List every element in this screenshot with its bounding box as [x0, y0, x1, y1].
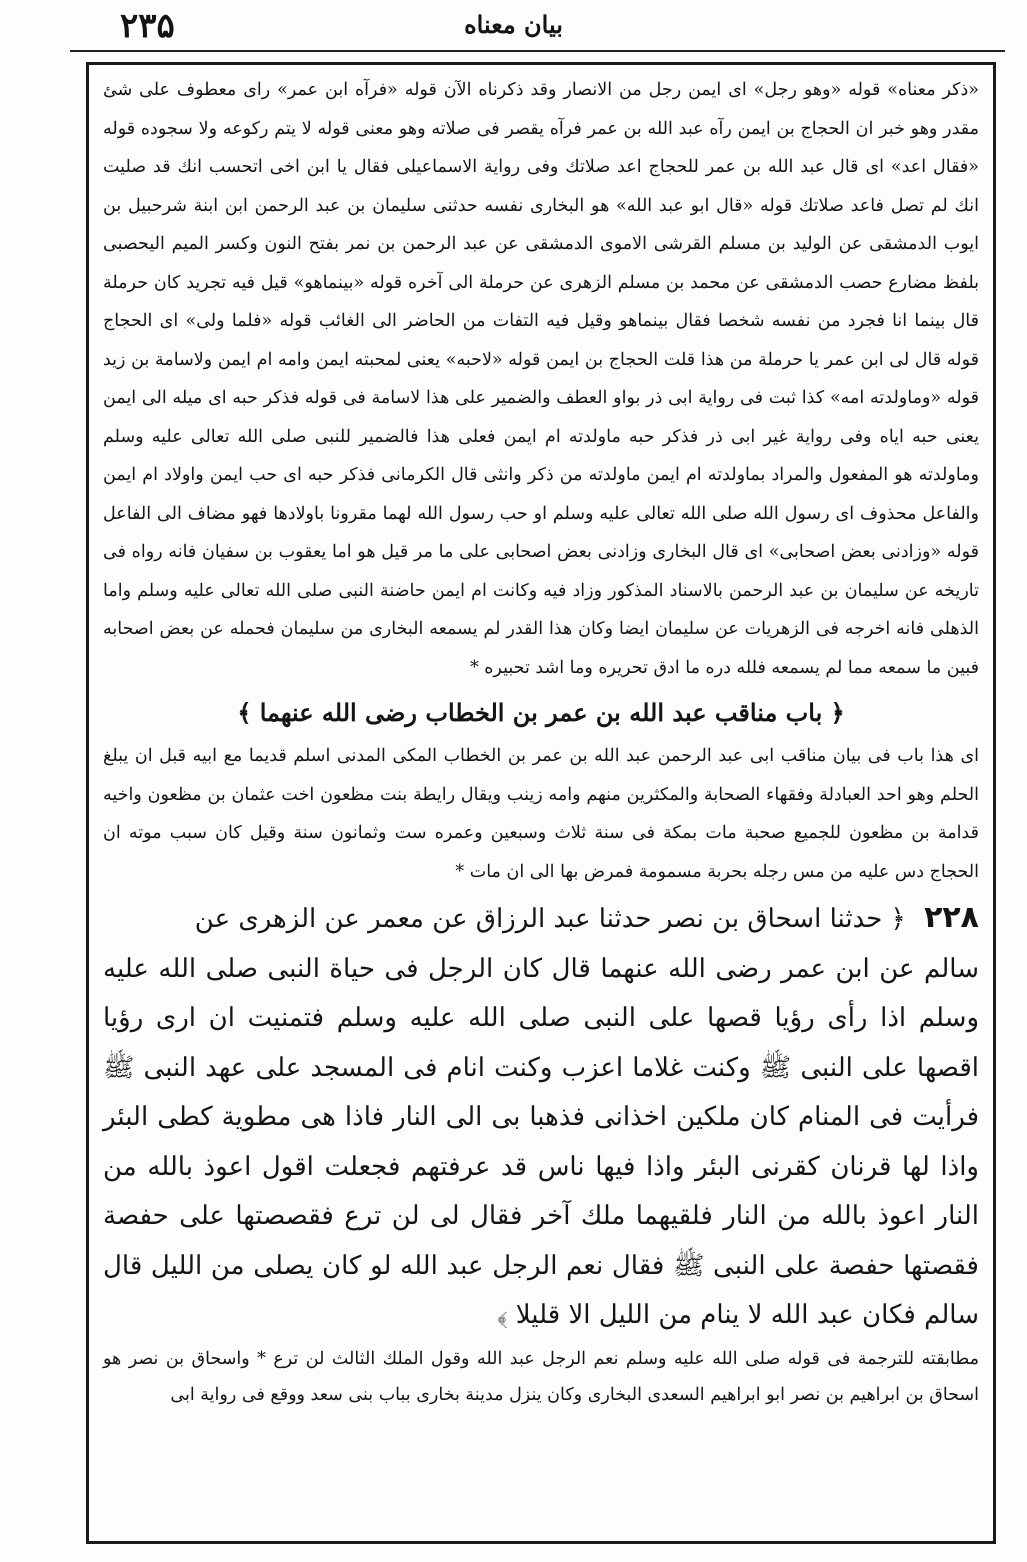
hadith-opening: ﴿ حدثنا اسحاق بن نصر حدثنا عبد الرزاق عن معمر عن الزهرى عن	[194, 904, 906, 934]
hadith-number: ٢٢٨	[924, 900, 979, 935]
text-block	[86, 62, 996, 1544]
chapter-heading: ﴿ باب مناقب عبد الله بن عمر بن الخطاب رضى الله عنهما ﴾	[237, 698, 845, 727]
hadith-text: سالم عن ابن عمر رضى الله عنهما قال كان الرجل فى حياة النبى صلى الله عليه وسلم اذا رأى رؤيا قصها على النبى صلى الله عليه وسلم فتمنيت ان ارى رؤيا اقصها على النبى ﷺ وكنت غلاما اعزب وكنت انام فى المسجد على عهد النبى ﷺ فرأيت فى المنام كان ملكين اخذانى فذهبا بى الى النار فاذا هى مطوية كطى البئر واذا لها قرنان كقرنى البئر واذا فيها ناس قد عرفتهم فجعلت اقول اعوذ بالله من النار اعوذ بالله من النار فلقيهما ملك آخر فقال لى لن ترع فقصصتها على حفصة فقصتها حفصة على النبى ﷺ فقال نعم الرجل عبد الله لو كان يصلى من الليل قال سالم فكان عبد الله لا ينام من الليل الا قليلا ﴾	[103, 953, 979, 1330]
running-title: بیان معناه	[464, 10, 563, 39]
commentary-top: «ذكر معناه» قوله «وهو رجل» اى ايمن رجل من الانصار وقد ذكرناه الآن قوله «فرآه ابن عمر» راى معطوف على شئ مقدر وهو خبر ان الحجاج بن ايمن رآه عبد الله بن عمر فرآه يقصر فى صلاته وهو معنى قوله لا يتم ركوعه ولا سجوده قوله «فقال اعد» اى قال عبد الله بن عمر للحجاج اعد صلاتك وفى رواية الاسماعيلى فقال يا ابن اخى اتحسب انك قد صليت انك لم تصل فاعد صلاتك قوله «قال ابو عبد الله» هو البخارى نفسه حدثنى سليمان بن عبد الرحمن ابن ابنة شرحبيل بن ايوب الدمشقى عن الوليد بن مسلم القرشى الاموى الدمشقى عن عبد الرحمن بن نمر بفتح النون وكسر الميم اليحصبى بلفظ مضارع حصب الدمشقى عن محمد بن مسلم الزهرى عن حرملة الى آخره قوله «بينماهو» قيل فيه تجريد كان حرملة قال بينما انا فجرد من نفسه شخصا فقال بينماهو وقيل فيه التفات من الحاضر الى الغائب قوله «فلما ولى» اى الحجاج قوله قال لى ابن عمر يا حرملة من هذا قلت الحجاج بن ايمن قوله «لاحبه» يعنى لمحبته ايمن وامه ام ايمن ولاسامة بن زيد قوله «وماولدته امه» كذا ثبت فى رواية ابى ذر بواو العطف والضمير على هذا لاسامة فى قوله فذكر حبه اى ميله الى ايمن يعنى حبه اياه وفى رواية غير ابى ذر فذكر حبه ماولدته ام ايمن فعلى هذا فالضمير للنبى صلى الله تعالى عليه وسلم وماولدته هو المفعول والمراد بماولدته ام ايمن ماولدته من ذكر وانثى قال الكرمانى فذكر حبه اى حب ايمن واولاد ام ايمن والفاعل محذوف اى رسول الله صلى الله تعالى عليه وسلم او حب رسول الله لهما مقرونا باولادها فهو مضاف الى الفاعل قوله «وزادنى بعض اصحابى» اى قال البخارى وزادنى بعض اصحابى على ما مر قيل هو اما يعقوب بن سفيان فانه رواه فى تاريخه عن سليمان بن عبد الرحمن بالاسناد المذكور وزاد فيه وكانت ام ايمن حاضنة النبى صلى الله تعالى عليه وسلم واما الذهلى فانه اخرجه فى الزهريات عن سليمان ايضا وكان هذا القدر لم يسمعه البخارى من سليمان فحمله عن بعض اصحابه فبين ما سمعه مما لم يسمعه فلله دره ما ادق تحريره وما اشد تحبيره *	[103, 80, 979, 678]
hadith-block	[103, 893, 979, 1341]
commentary-chapter: اى هذا باب فى بيان مناقب ابى عبد الرحمن عبد الله بن عمر بن الخطاب المكى المدنى اسلم قديما مع ابيه قبل ان يبلغ الحلم وهو احد العبادلة وفقهاء الصحابة والمكثرين منهم وامه زينب ويقال رايطة بنت مظعون اخت عثمان بن مظعون واخيه قدامة بن مظعون للجميع صحبة مات بمكة فى سنة ثلاث وسبعين وعمره ست وثمانون سنة وقيل كان سبب موته ان الحجاج دس عليه من مس رجله بحربة مسمومة فمرض بها الى ان مات *	[103, 746, 979, 882]
hadith-opening-line	[103, 893, 979, 945]
commentary-bottom: مطابقته للترجمة فى قوله صلى الله عليه وسلم نعم الرجل عبد الله وقول الملك الثالث لن ترع * واسحاق بن نصر هو اسحاق بن ابراهيم بن نصر ابو ابراهيم السعدى البخارى وكان ينزل مدينة بخارى بباب بنى سعد ووقع فى رواية ابى	[103, 1348, 979, 1405]
header-rule	[70, 50, 1005, 52]
page-number: ۲۳۵	[120, 6, 175, 46]
